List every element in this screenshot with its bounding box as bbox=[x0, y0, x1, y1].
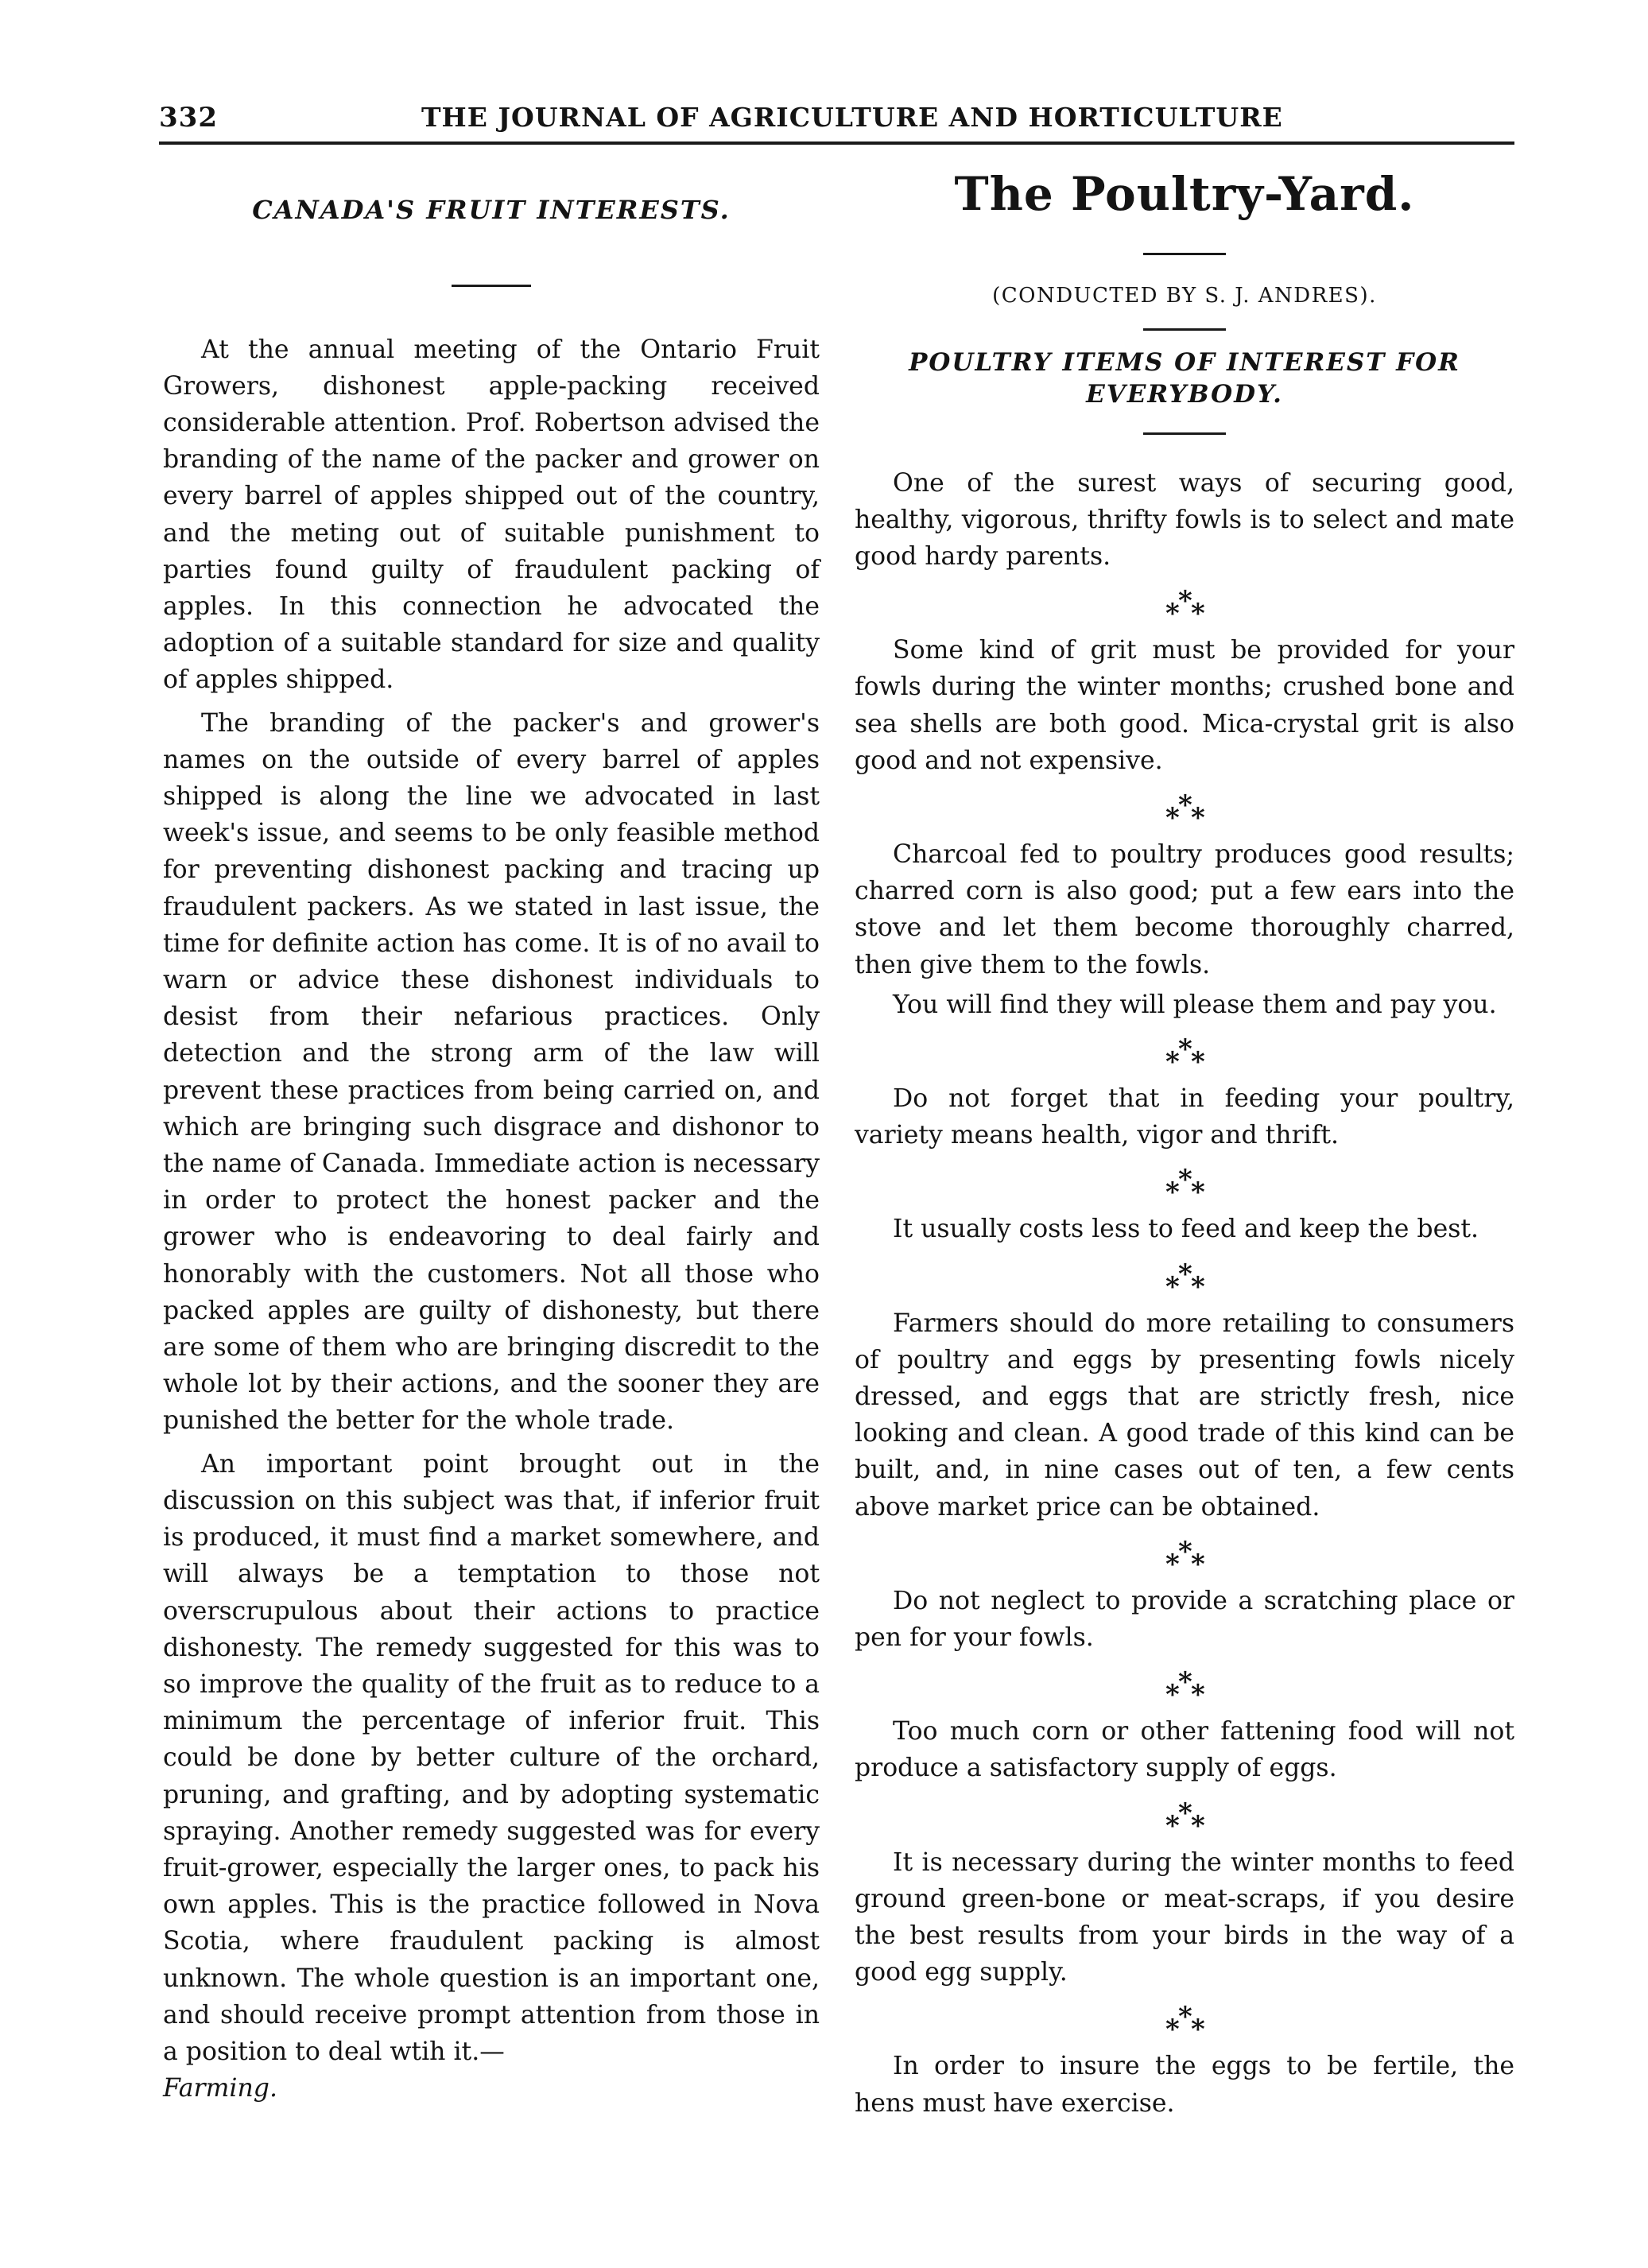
paragraph: The branding of the packer's and grower's names on the outside of every barrel of apples shipped is along the line we advocated in last week's issue, and seems to be only feasible method for preventing dishonest packing and tracing up fraudulent packers. As we stated in last issue, the time for definite action has come. It is of no avail to warn or advice these dishonest individuals to desist from their nefarious practices. Only detection and the strong arm of the law will prevent these practices from being carried on, and which are bringing such disgrace and dishonor to the name of Canada. Immediate action is necessary in order to protect the honest packer and the grower who is endeavoring to deal fairly and honorably with the customers. Not all those who packed apples are guilty of dishonesty, but there are some of them who are bringing discredit to the whole lot by their actions, and the sooner they are punished the better for the whole trade. bbox=[163, 708, 820, 1436]
asterism-divider bbox=[855, 1795, 1514, 1842]
asterisk: * bbox=[1191, 1177, 1205, 1209]
poultry-item: Do not neglect to provide a scratching place or pen for your fowls. bbox=[855, 1586, 1514, 1653]
poultry-item: Charcoal fed to poultry produces good results; charred corn is also good; put a few ears into the stove and let them become thoroughly charred, then give them to the fowls. bbox=[855, 840, 1514, 979]
poultry-item: In order to insure the eggs to be fertile, the hens must have exercise. bbox=[855, 2052, 1514, 2118]
asterisk: * bbox=[1191, 1679, 1205, 1712]
asterisk: * bbox=[1165, 802, 1180, 835]
poultry-item: Do not forget that in feeding your poultry, variety means health, vigor and thrift. bbox=[855, 1084, 1514, 1150]
asterisk: * bbox=[1178, 789, 1192, 822]
asterisk: * bbox=[1178, 1258, 1192, 1290]
asterisk: * bbox=[1178, 585, 1192, 618]
paragraph: At the annual meeting of the Ontario Fruit Growers, dishonest apple-packing received considerable attention. Prof. Robertson advised the branding of the name of the packer and grower on every barrel of apples shipped out of the country, and the meting out of suitable punishment to parties found guilty of fraudulent packing of apples. In this connection he advocated the adoption of a suitable standard for size and quality of apples shipped. bbox=[163, 335, 820, 695]
asterisk: * bbox=[1165, 1177, 1180, 1209]
subheading-rule bbox=[1143, 432, 1226, 435]
right-column bbox=[855, 159, 1514, 2122]
asterisk: * bbox=[1191, 1270, 1205, 1303]
asterism-divider bbox=[855, 1031, 1514, 1079]
asterisk: * bbox=[1165, 598, 1180, 630]
asterism-divider bbox=[855, 1256, 1514, 1303]
heading-rule bbox=[1143, 253, 1226, 255]
asterism-divider bbox=[855, 1533, 1514, 1580]
byline-rule bbox=[1143, 328, 1226, 331]
poultry-item: Some kind of grit must be provided for your fowls during the winter months; crushed bone and sea shells are both good. Mica-crystal grit is also good and not expensive. bbox=[855, 636, 1514, 775]
asterisk: * bbox=[1191, 802, 1205, 835]
poultry-item: It usually costs less to feed and keep the best. bbox=[893, 1215, 1479, 1244]
poultry-item: Too much corn or other fattening food will not produce a satisfactory supply of eggs. bbox=[855, 1717, 1514, 1783]
asterisk: * bbox=[1191, 2014, 1205, 2046]
sub-heading: POULTRY ITEMS OF INTEREST FOR EVERYBODY. bbox=[909, 347, 1460, 409]
section-heading: The Poultry-Yard. bbox=[954, 167, 1415, 221]
asterisk: * bbox=[1191, 1548, 1205, 1580]
paragraph bbox=[163, 1446, 820, 2107]
paragraph-text: An important point brought out in the discussion on this subject was that, if inferior fruit is produced, it must find a market somewhere, and will always be a temptation to those not overscrupulous about their actions to practice dishonesty. The remedy suggested for this was to so improve the quality of the fruit as to reduce to a minimum the percentage of inferior fruit. This could be done by better culture of the orchard, pruning, and grafting, and by adopting systematic spraying. Another remedy suggested was for every fruit-grower, especially the larger ones, to pack his own apples. This is the practice followed in Nova Scotia, where fraudulent packing is almost unknown. The whole question is an important one, and should receive prompt attention from those in a position to deal wtih it.— bbox=[163, 1449, 820, 2066]
asterisk: * bbox=[1165, 1046, 1180, 1079]
source-credit: Farming. bbox=[163, 2074, 277, 2103]
asterisk: * bbox=[1165, 1270, 1180, 1303]
asterism-divider bbox=[855, 1161, 1514, 1209]
journal-title: THE JOURNAL OF AGRICULTURE AND HORTICULTURE bbox=[421, 102, 1283, 133]
asterism-divider bbox=[855, 1999, 1514, 2046]
asterisk: * bbox=[1191, 1046, 1205, 1079]
asterisk: * bbox=[1178, 1535, 1192, 1568]
asterisk: * bbox=[1178, 1033, 1192, 1066]
poultry-item: One of the surest ways of securing good, healthy, vigorous, thrifty fowls is to select and mate good hardy parents. bbox=[855, 468, 1514, 571]
poultry-item: Farmers should do more retailing to consumers of poultry and eggs by presenting fowls nicely dressed, and eggs that are strictly fresh, nice looking and clean. A good trade of this kind can be built, and, in nine cases out of ten, a few cents above market price can be obtained. bbox=[855, 1308, 1514, 1522]
asterisk: * bbox=[1178, 1797, 1192, 1829]
asterisk: * bbox=[1178, 2001, 1192, 2033]
asterisk: * bbox=[1165, 2014, 1180, 2046]
asterisk: * bbox=[1165, 1809, 1180, 1842]
poultry-item: It is necessary during the winter months to feed ground green-bone or meat-scraps, if you desire the best results from your birds in the way of a good egg supply. bbox=[855, 1847, 1514, 1987]
header-rule bbox=[159, 142, 1514, 145]
asterism-divider bbox=[855, 1664, 1514, 1712]
asterisk: * bbox=[1178, 1164, 1192, 1196]
asterism-divider bbox=[855, 583, 1514, 630]
running-header bbox=[159, 94, 1514, 142]
article-title: CANADA'S FRUIT INTERESTS. bbox=[252, 195, 731, 225]
title-rule bbox=[452, 285, 531, 287]
left-column bbox=[163, 159, 820, 2107]
asterisk: * bbox=[1178, 1666, 1192, 1699]
asterisk: * bbox=[1191, 598, 1205, 630]
asterisk: * bbox=[1165, 1548, 1180, 1580]
conducted-by: (CONDUCTED BY S. J. ANDRES). bbox=[992, 283, 1377, 308]
poultry-item: You will find they will please them and pay you. bbox=[893, 990, 1497, 1019]
page-number: 332 bbox=[159, 102, 218, 134]
asterisk: * bbox=[1191, 1809, 1205, 1842]
asterism-divider bbox=[855, 787, 1514, 835]
asterisk: * bbox=[1165, 1679, 1180, 1712]
